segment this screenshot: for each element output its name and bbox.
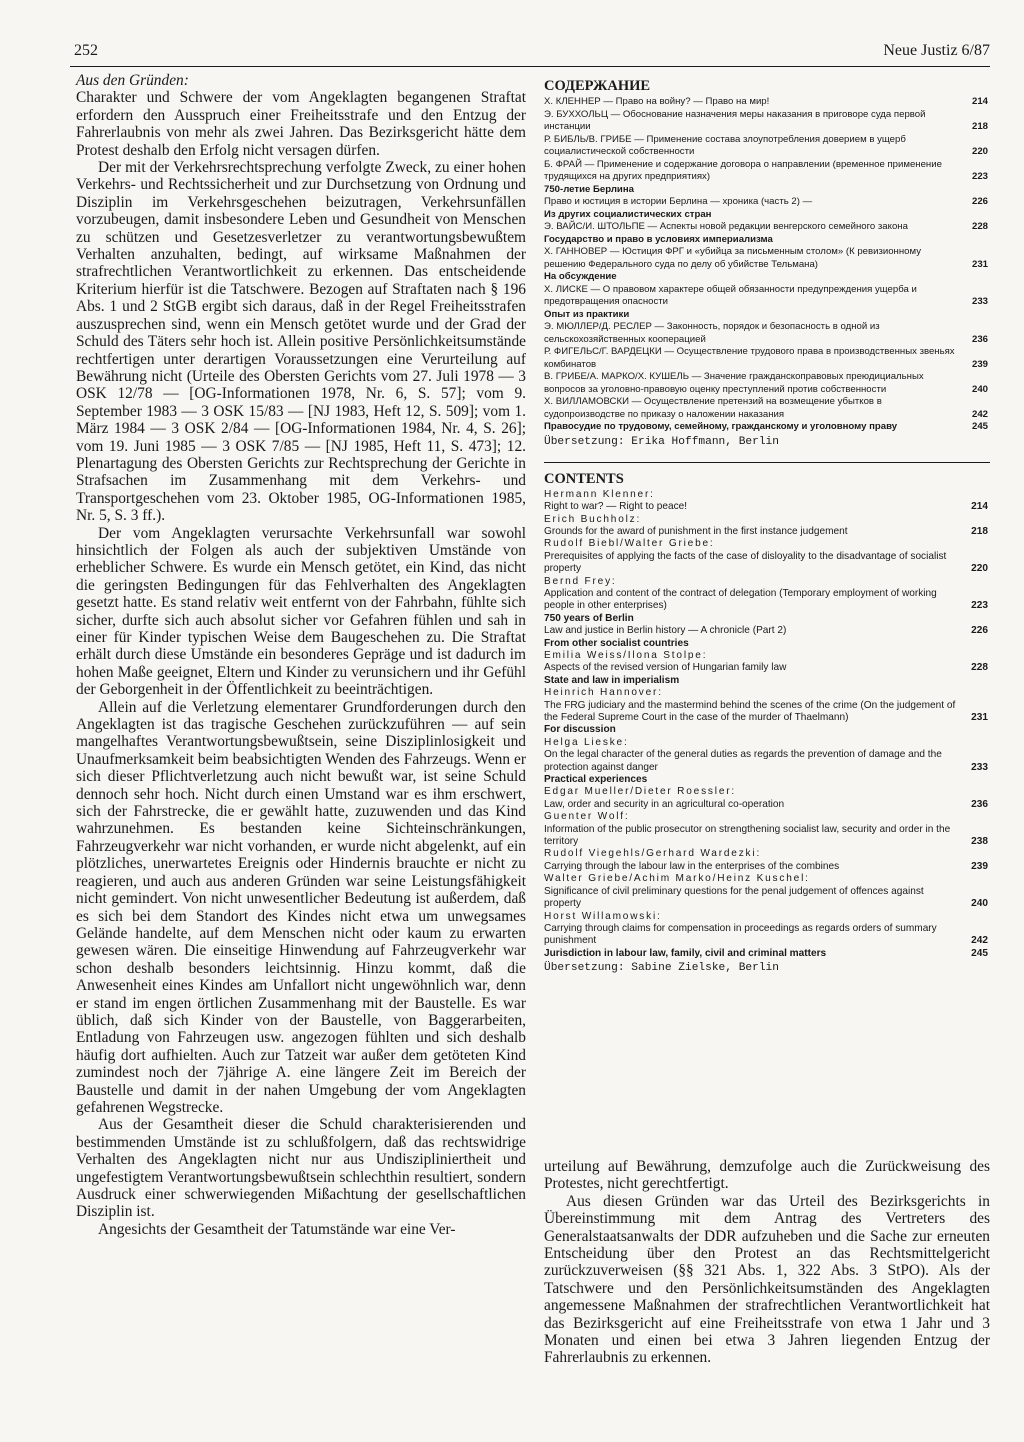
toc-entry [544,749,990,774]
toc-section-label: Государство и право в условиях империализма [544,233,773,245]
toc-section-label: State and law in imperialism [544,674,680,686]
paragraph: Der mit der Verkehrsrechtsprechung verfolgte Zweck, zu einer hohen Verkehrs- und Rechtssicherheit und zur Durchsetzung von Ordnung und Disziplin im Verkehrsgeschehen beizutragen, Verkehrsunfällen vorzubeugen, damit insbesondere Leben und Gesundheit von Menschen zu schützen und Gesetzesverletzer zu verantwortungsbewußtem Verhalten anzuhalten, bedingt, auf wirksame Maßnahmen der strafrechtlichen Verantwortlichkeit zu erkennen. Das entscheidende Kriterium hierfür ist die Tatschwere. Bezogen auf Straftaten nach § 196 Abs. 1 und 2 StGB ergibt sich daraus, daß in der Regel Freiheitsstrafen auszusprechen sind, wenn ein Mensch getötet wurde und der Grad der Schuld des Täters sehr hoch ist. Allein positive Persönlichkeitsumstände rechtfertigen unter derartigen Voraussetzungen eine Verurteilung auf Bewährung nicht (Urteile des Obersten Gerichts vom 27. Juli 1978 — 3 OSK 12/78 — [OG-Informationen 1978, Nr. 6, S. 57]; vom 9. September 1983 — 3 OSK 15/83 — [NJ 1983, Heft 12, S. 509]; vom 1. März 1984 — 3 OSK 2/84 — [OG-Informationen 1984, Nr. 4, S. 26]; vom 19. Juni 1985 — 3 OSK 7/85 — [NJ 1985, Heft 11, S. 473]; 12. Plenartagung des Obersten Gerichts zur Rechtsprechung der Gerichte in Strafsachen im Zusammenhang mit dem Verkehrs- und Transportgeschehen vom 23. Oktober 1985, OG-Informationen 1985, Nr. 5, S. 3 ff.). [76,159,526,525]
toc-author [544,848,990,860]
toc-entry-title: Law, order and security in an agricultural co-operation [544,798,785,810]
toc-author [544,538,990,550]
toc-entry-title: Б. ФРАЙ — Применение и содержание договора о направлении (временное применение трудящихся на других предприятиях) [544,158,942,182]
toc-section-heading [544,184,990,197]
toc-entry-title: X. ЛИСКЕ — О правовом характере общей обязанности предупреждения ущерба и предотвращения опасности [544,283,917,307]
toc-entry [544,421,990,434]
toc-entry [544,371,990,396]
toc-author-name: Heinrich Hannover: [544,687,663,699]
toc-section-heading [544,613,990,625]
toc-author-name: Guenter Wolf: [544,811,630,823]
toc-section-heading [544,234,990,247]
toc-entry [544,221,990,234]
toc-entry-title: The FRG judiciary and the mastermind behind the scenes of the crime (On the judgement of the Federal Supreme Court in the case of the murder of Thaelmann) [544,699,956,723]
toc-entry [544,551,990,576]
divider [544,462,990,463]
journal-issue: Neue Justiz 6/87 [883,42,990,59]
toc-entry-title: Application and content of the contract of delegation (Temporary employment of working people in other enterprises) [544,587,937,612]
toc-entry-title: Р. ФИГЕЛЬС/Г. ВАРДЕЦКИ — Осуществление трудового права в производственных звеньях комбинатов [544,346,955,370]
toc-entry [544,346,990,371]
toc-entry-title: Grounds for the award of punishment in the first instance judgement [544,525,848,537]
toc-entry [544,861,990,873]
toc-entry-title: Significance of civil preliminary questions for the penal judgement of offences against property [544,885,924,910]
toc-page-number: 236 [971,333,988,345]
toc-section-heading [544,209,990,222]
toc-entry [544,196,990,209]
paragraph: Charakter und Schwere der vom Angeklagten begangenen Straftat erfordern den Ausspruch einer Freiheitsstrafe und den Entzug der Fahrerlaubnis von mehr als zwei Jahren. Das Bezirksgericht hätte dem Protest deshalb den Erfolg nicht versagen dürfen. [76,89,526,159]
toc-author-name: Emilia Weiss/Ilona Stolpe: [544,649,708,661]
toc-page-number: 240 [971,383,988,395]
toc-section-label: Practical experiences [544,774,648,786]
toc-section-label: Опыт из практики [544,308,630,320]
toc-entry [544,799,990,811]
toc-page-number: 220 [971,146,988,157]
toc-en-title: CONTENTS [544,470,624,487]
toc-entry [544,700,990,725]
paragraph: Aus diesen Gründen war das Urteil des Bezirksgerichts in Übereinstimmung mit dem Antrag des Vertreters des Generalstaatsanwalts der DDR aufzuheben und die Sache zur erneuten Entscheidung über den Protest an das Rechtsmittelgericht zurückzuverweisen (§§ 321 Abs. 1, 322 Abs. 3 StPO). Als der Tatschwere und den Persönlichkeitsumständen des Angeklagten angemessene Maßnahmen der strafrechtlichen Verantwortlichkeit hat das Bezirksgericht auf eine Freiheitsstrafe von etwa 1 Jahr und 3 Monaten und einen bei etwa 3 Jahren liegenden Entzug der Fahrerlaubnis zu erkennen. [544,1192,990,1367]
toc-entry [544,824,990,849]
toc-page-number: 214 [971,501,988,513]
translator-credit: Übersetzung: Erika Hoffmann, Berlin [544,435,779,448]
section-heading: Aus den Gründen: [76,72,189,89]
toc-page-number: 242 [971,408,988,420]
toc-entry-title: X. ГАННОВЕР — Юстиция ФРГ и «убийца за письменным столом» (К ревизионному решению Федерального суда по делу об убийстве Тельмана) [544,246,921,270]
toc-entry [544,109,990,134]
toc-section-heading [544,309,990,322]
toc-page-number: 226 [971,196,988,207]
toc-section-heading [544,774,990,786]
toc-entry [544,134,990,159]
toc-section-label: 750-летие Берлина [544,183,634,195]
toc-russian [544,78,990,448]
toc-entry-title: В. ГРИБЕ/А. МАРКО/Х. КУШЕЛЬ — Значение гражданскоправовых преюдициальных вопросов за уголовно-правовую оценку преступлений против собственности [544,371,924,395]
toc-entry-title: Information of the public prosecutor on strengthening socialist law, security and order in the territory [544,823,951,848]
toc-entry-title: Э. МЮЛЛЕР/Д. РЕСЛЕР — Законность, порядок и безопасность в одной из сельскохозяйственных кооперацией [544,321,880,345]
toc-entry [544,662,990,674]
left-column [76,72,526,1238]
toc-entry [544,284,990,309]
toc-entry [544,396,990,421]
toc-author-name: Rudolf Biebl/Walter Griebe: [544,538,715,550]
toc-page-number: 228 [971,221,988,232]
paragraph: urteilung auf Bewährung, demzufolge auch die Zurückweisung des Protestes, nicht gerechtfertigt. [544,1158,990,1193]
toc-page-number: 240 [971,898,988,910]
toc-author [544,737,990,749]
toc-author-name: Edgar Mueller/Dieter Roessler: [544,786,737,798]
toc-section-label: 750 years of Berlin [544,612,634,624]
toc-entry-title: X. ВИЛЛАМОВСКИ — Осуществление претензий на возмещение убытков в судопроизводстве по приказу о наложении наказания [544,396,882,420]
toc-section-heading [544,675,990,687]
toc-entry [544,923,990,948]
toc-page-number: 223 [971,600,988,612]
toc-entry [544,501,990,513]
paragraph: Aus der Gesamtheit dieser die Schuld charakterisierenden und bestimmenden Umstände ist zu schlußfolgern, daß das rechtswidrige Verhalten des Angeklagten nicht nur aus Undiszipliniertheit und ungefestigtem Verantwortungsbewußtsein schlechthin resultiert, sondern Ausdruck einer schwerwiegenden Mißachtung der gesellschaftlichen Disziplin ist. [76,1116,526,1221]
toc-section-label: На обсуждение [544,271,617,282]
right-column [544,78,990,974]
translator-credit: Übersetzung: Sabine Zielske, Berlin [544,962,779,975]
toc-section-label: Из других социалистических стран [544,208,712,220]
toc-ru-list [544,96,990,434]
toc-entry-title: Carrying through the labour law in the enterprises of the combines [544,860,840,872]
toc-entry-title: Р. БИБЛЬ/В. ГРИБЕ — Применение состава злоупотребления доверием в ущерб социалистической собственности [544,133,906,157]
toc-entry-title: Э. БУХХОЛЬЦ — Обоснование назначения меры наказания в приговоре суда первой инстанции [544,108,926,132]
toc-entry [544,321,990,346]
toc-author-name: Erich Buchholz: [544,513,642,525]
toc-page-number: 245 [971,947,988,959]
toc-entry [544,588,990,613]
toc-page-number: 218 [971,525,988,537]
toc-entry [544,159,990,184]
paragraph: Der vom Angeklagten verursachte Verkehrsunfall war sowohl hinsichtlich der Folgen als auch der subjektiven Umstände von erheblicher Schwere. Es wurde ein Mensch getötet, ein Kind, das nicht die geringsten Bedingungen für das Fehlverhalten des Angeklagten gesetzt hatte. Es stand relativ weit entfernt von der Fahrbahn, fühlte sich sicher, durfte sich auch absolut sicher vor Gefahren fühlen und sah in einer für Kinder typischen Weise dem Baugeschehen zu. Die Straftat erhält durch diese Umstände ein besonderes Gepräge und ist dadurch im hohen Maße geeignet, Eltern und Kinder zu verunsichern und ihr Gefühl der Geborgenheit in der Öffentlichkeit zu beeinträchtigen. [76,524,526,699]
toc-entry-title: Jurisdiction in labour law, family, civil and criminal matters [544,947,827,959]
paragraph: Allein auf die Verletzung elementarer Grundforderungen durch den Angeklagten ist das tragische Geschehen zurückzuführen — auf sein mangelhaftes Verantwortungsbewußtsein, seine Disziplinlosigkeit und Unaufmerksamkeit beim beabsichtigten Wenden des Fahrzeugs. Wenn er sich dieser Pflichtverletzung auch nicht bewußt war, ist seine Schuld dennoch sehr hoch. Nicht durch einen Umstand war es ihm erschwert, sich der Fahrstrecke, die er gewählt hatte, zuzuwenden und das Kind wahrzunehmen. Es bestanden keine Sichteinschränkungen, Fahrzeugverkehr war nicht vorhanden, er wurde nicht abgelenkt, auf ein plötzliches, unerwartetes Ereignis oder Hindernis brauchte er nicht zu reagieren, und auch aus anderen Gründen war seine Leistungsfähigkeit nicht gemindert. Von nicht unwesentlicher Bedeutung ist außerdem, daß es sich bei dem Standort des Kindes nicht etwa um unwegsames Gelände handelte, auf dem Menschen nicht oder kaum zu erwarten gewesen wären. Die einseitige Hinwendung auf Fahrzeugverkehr war schon deshalb besonders leichtsinnig. Hinzu kommt, daß die Anwesenheit eines Kindes am Unfallort nicht ungewöhnlich war, denn er stand im engen örtlichen Zusammenhang mit der Baustelle. Es war üblich, daß sich Kinder von der Baustelle, von Baggerarbeiten, Entladung von Fahrzeugen usw. angezogen fühlten und sich deshalb häufig dort aufhielten. Auch zur Tatzeit war außer dem getöteten Kind zumindest noch der 7jährige A. eine längere Zeit im Bereich der Baustelle und damit in der nahen Umgebung der vom Angeklagten gefahrenen Wegstrecke. [76,698,526,1116]
toc-entry-title: On the legal character of the general duties as regards the prevention of damage and the protection against danger [544,749,942,773]
toc-author [544,650,990,662]
toc-ru-title: СОДЕРЖАНИЕ [544,78,651,94]
toc-author [544,873,990,885]
toc-entry-title: Law and justice in Berlin history — A chronicle (Part 2) [544,625,787,637]
toc-entry-title: Правосудие по трудовому, семейному, гражданскому и уголовному праву [544,421,898,432]
toc-section-heading [544,724,990,736]
toc-author [544,911,990,923]
toc-author [544,786,990,798]
toc-page-number: 238 [971,836,988,848]
toc-entry [544,625,990,637]
toc-page-number: 231 [971,258,988,270]
toc-entry-title: Право и юстиция в истории Берлина — хроника (часть 2) — [544,196,813,207]
toc-page-number: 245 [971,421,988,432]
toc-author-name: Helga Lieske: [544,736,629,748]
toc-author-name: Bernd Frey: [544,575,617,587]
toc-entry-title: Э. ВАЙС/И. ШТОЛЬПЕ — Аспекты новой редакции венгерского семейного закона [544,221,908,232]
toc-page-number: 231 [971,712,988,723]
toc-section-label: From other socialist countries [544,637,689,649]
toc-page-number: 218 [971,121,988,132]
toc-author [544,576,990,588]
toc-entry [544,246,990,271]
toc-author [544,514,990,526]
paragraph: Angesichts der Gesamtheit der Tatumstände war eine Ver- [98,1220,456,1238]
toc-page-number: 233 [971,761,988,773]
toc-page-number: 233 [971,296,988,307]
toc-page-number: 220 [971,563,988,575]
toc-entry-title: Prerequisites of applying the facts of the case of disloyality to the disadvantage of socialist property [544,550,947,575]
toc-author-name: Walter Griebe/Achim Marko/Heinz Kuschel: [544,873,810,885]
page-header [70,40,990,67]
toc-entry [544,96,990,109]
toc-page-number: 214 [971,96,988,107]
toc-author [544,687,990,699]
toc-entry [544,526,990,538]
toc-entry-title: Right to war? — Right to peace! [544,501,688,513]
toc-entry-title: X. КЛЕННЕР — Право на войну? — Право на мир! [544,96,770,107]
toc-section-heading [544,638,990,650]
toc-english [544,471,990,974]
toc-entry-title: Aspects of the revised version of Hungarian family law [544,662,787,674]
continuation-text [544,1158,990,1367]
toc-en-list [544,489,990,960]
toc-page-number: 242 [971,935,988,947]
toc-page-number: 228 [971,662,988,674]
toc-entry [544,948,990,960]
toc-author-name: Horst Willamowski: [544,910,662,922]
toc-entry [544,886,990,911]
toc-entry-title: Carrying through claims for compensation in proceedings as regards orders of summary punishment [544,922,937,947]
toc-author [544,489,990,501]
toc-page-number: 239 [971,860,988,872]
toc-page-number: 226 [971,625,988,637]
toc-section-label: For discussion [544,724,616,736]
toc-page-number: 236 [971,798,988,810]
toc-page-number: 223 [971,171,988,182]
page-number: 252 [74,42,98,59]
toc-author-name: Hermann Klenner: [544,488,655,500]
toc-author [544,811,990,823]
toc-page-number: 239 [971,358,988,370]
toc-section-heading [544,271,990,284]
toc-author-name: Rudolf Viegehls/Gerhard Wardezki: [544,848,762,860]
